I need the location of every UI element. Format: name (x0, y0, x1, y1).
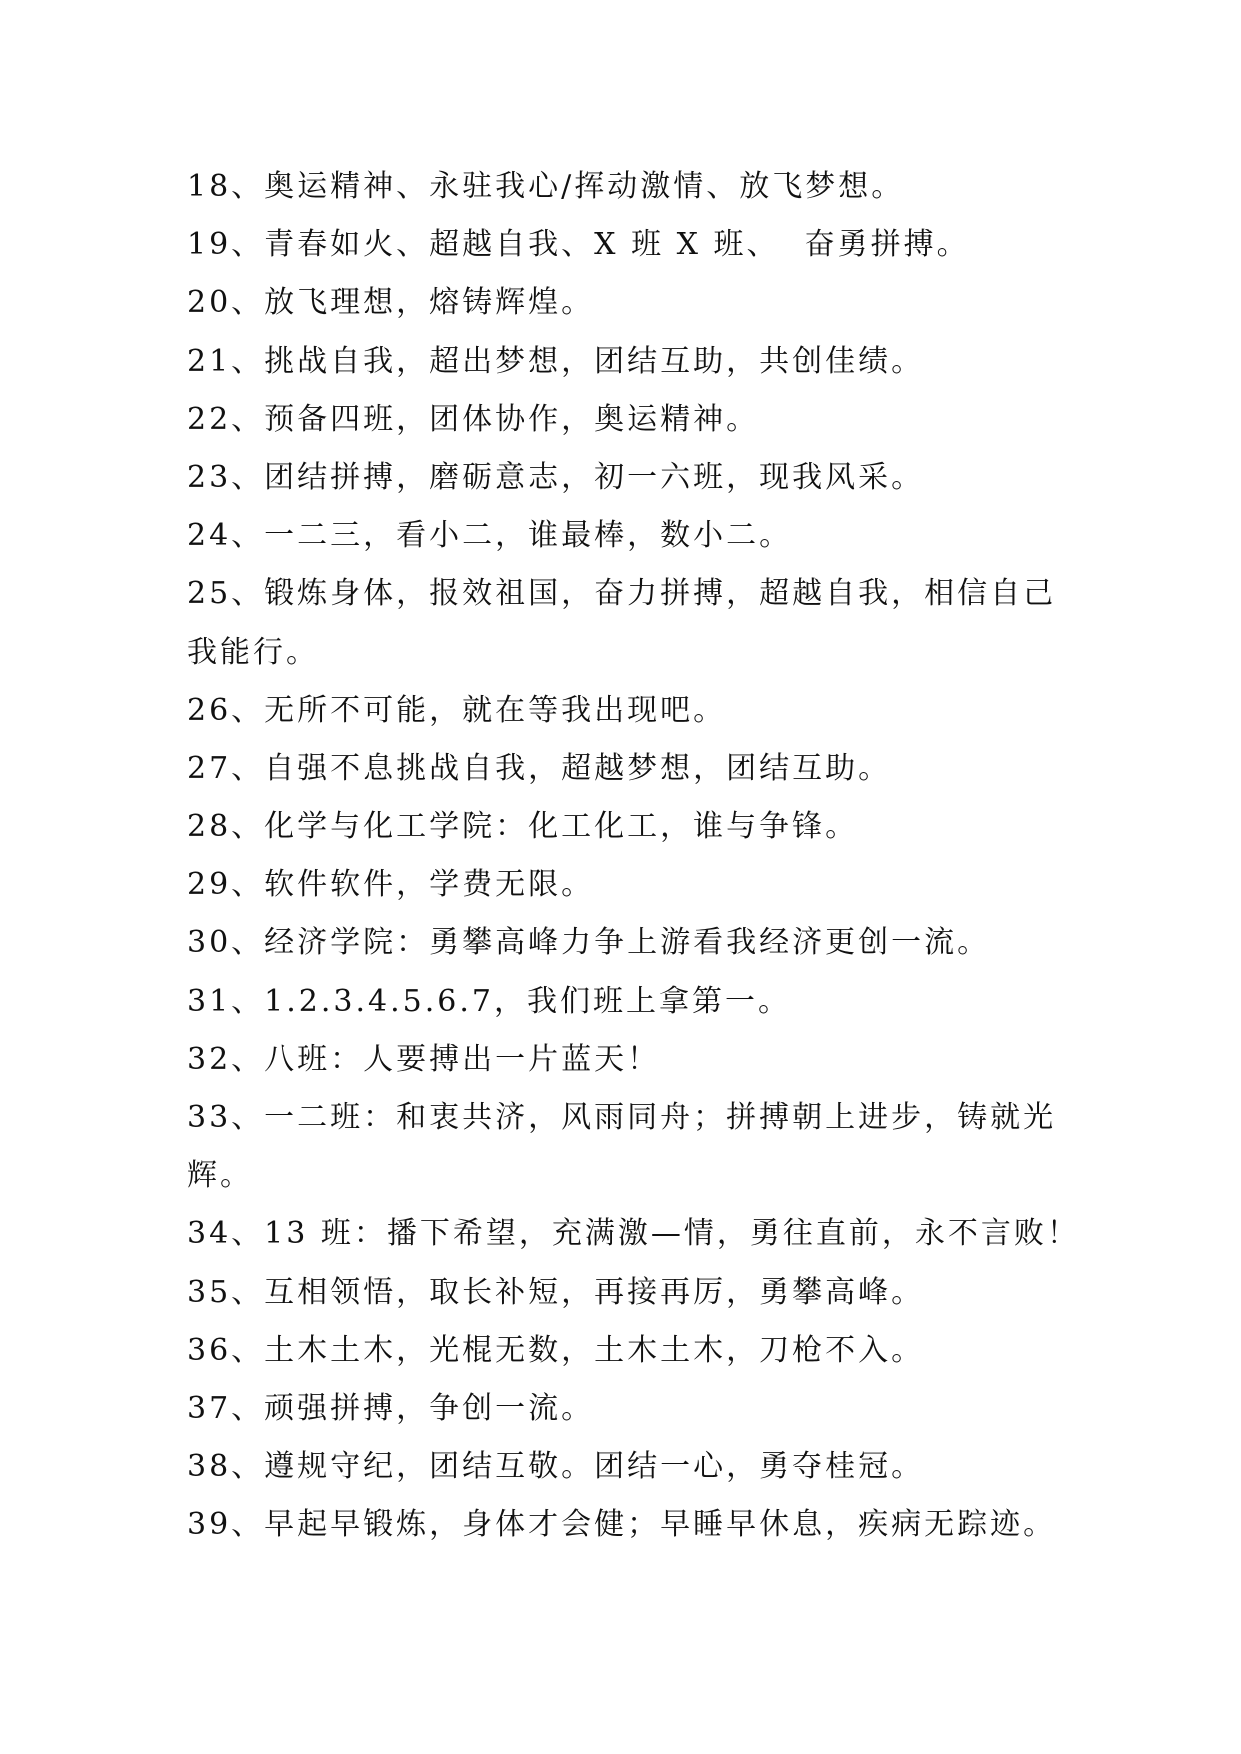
slogan-line: 28、化学与化工学院：化工化工，谁与争锋。 (187, 809, 859, 845)
slogan-line: 18、奥运精神、永驻我心/挥动激情、放飞梦想。 (187, 169, 905, 204)
slogan-line: 29、软件软件，学费无限。 (187, 867, 595, 903)
slogan-line: 24、一二三，看小二，谁最棒，数小二。 (187, 518, 793, 554)
slogan-line: 38、遵规守纪，团结互敬。团结一心，勇夺桂冠。 (187, 1449, 925, 1485)
slogan-line-continuation: 辉。 (187, 1158, 253, 1194)
slogan-line: 19、青春如火、超越自我、X 班 X 班、 奋勇拼搏。 (187, 227, 970, 263)
slogan-line: 35、互相领悟，取长补短，再接再厉，勇攀高峰。 (187, 1274, 925, 1310)
slogan-line: 20、放飞理想，熔铸辉煌。 (187, 285, 595, 321)
slogan-line: 21、挑战自我，超出梦想，团结互助，共创佳绩。 (187, 343, 925, 379)
slogan-line-continuation: 我能行。 (187, 634, 319, 670)
slogan-line: 34、13 班：播下希望，充满激—情，勇往直前，永不言败！ (187, 1216, 1080, 1252)
slogan-line: 23、团结拼搏，磨砺意志，初一六班，现我风采。 (187, 459, 925, 495)
slogan-line: 26、无所不可能，就在等我出现吧。 (187, 692, 727, 728)
slogan-line: 27、自强不息挑战自我，超越梦想，团结互助。 (187, 750, 892, 786)
slogan-line: 39、早起早锻炼，身体才会健；早睡早休息，疾病无踪迹。 (187, 1507, 1057, 1543)
slogan-line: 25、锻炼身体，报效祖国，奋力拼搏，超越自我，相信自己 (187, 576, 1057, 612)
slogan-line: 31、1.2.3.4.5.6.7，我们班上拿第一。 (187, 983, 791, 1019)
slogan-line: 36、土木土木，光棍无数，土木土木，刀枪不入。 (187, 1332, 925, 1368)
slogan-line: 33、一二班：和衷共济，风雨同舟；拼搏朝上进步，铸就光 (187, 1100, 1057, 1135)
slogan-line: 37、顽强拼搏，争创一流。 (187, 1390, 595, 1426)
slogan-line: 30、经济学院：勇攀高峰力争上游看我经济更创一流。 (187, 925, 991, 961)
slogan-line: 32、八班：人要搏出一片蓝天！ (187, 1041, 661, 1077)
slogan-list (187, 158, 1080, 1555)
slogan-line: 22、预备四班，团体协作，奥运精神。 (187, 401, 760, 437)
